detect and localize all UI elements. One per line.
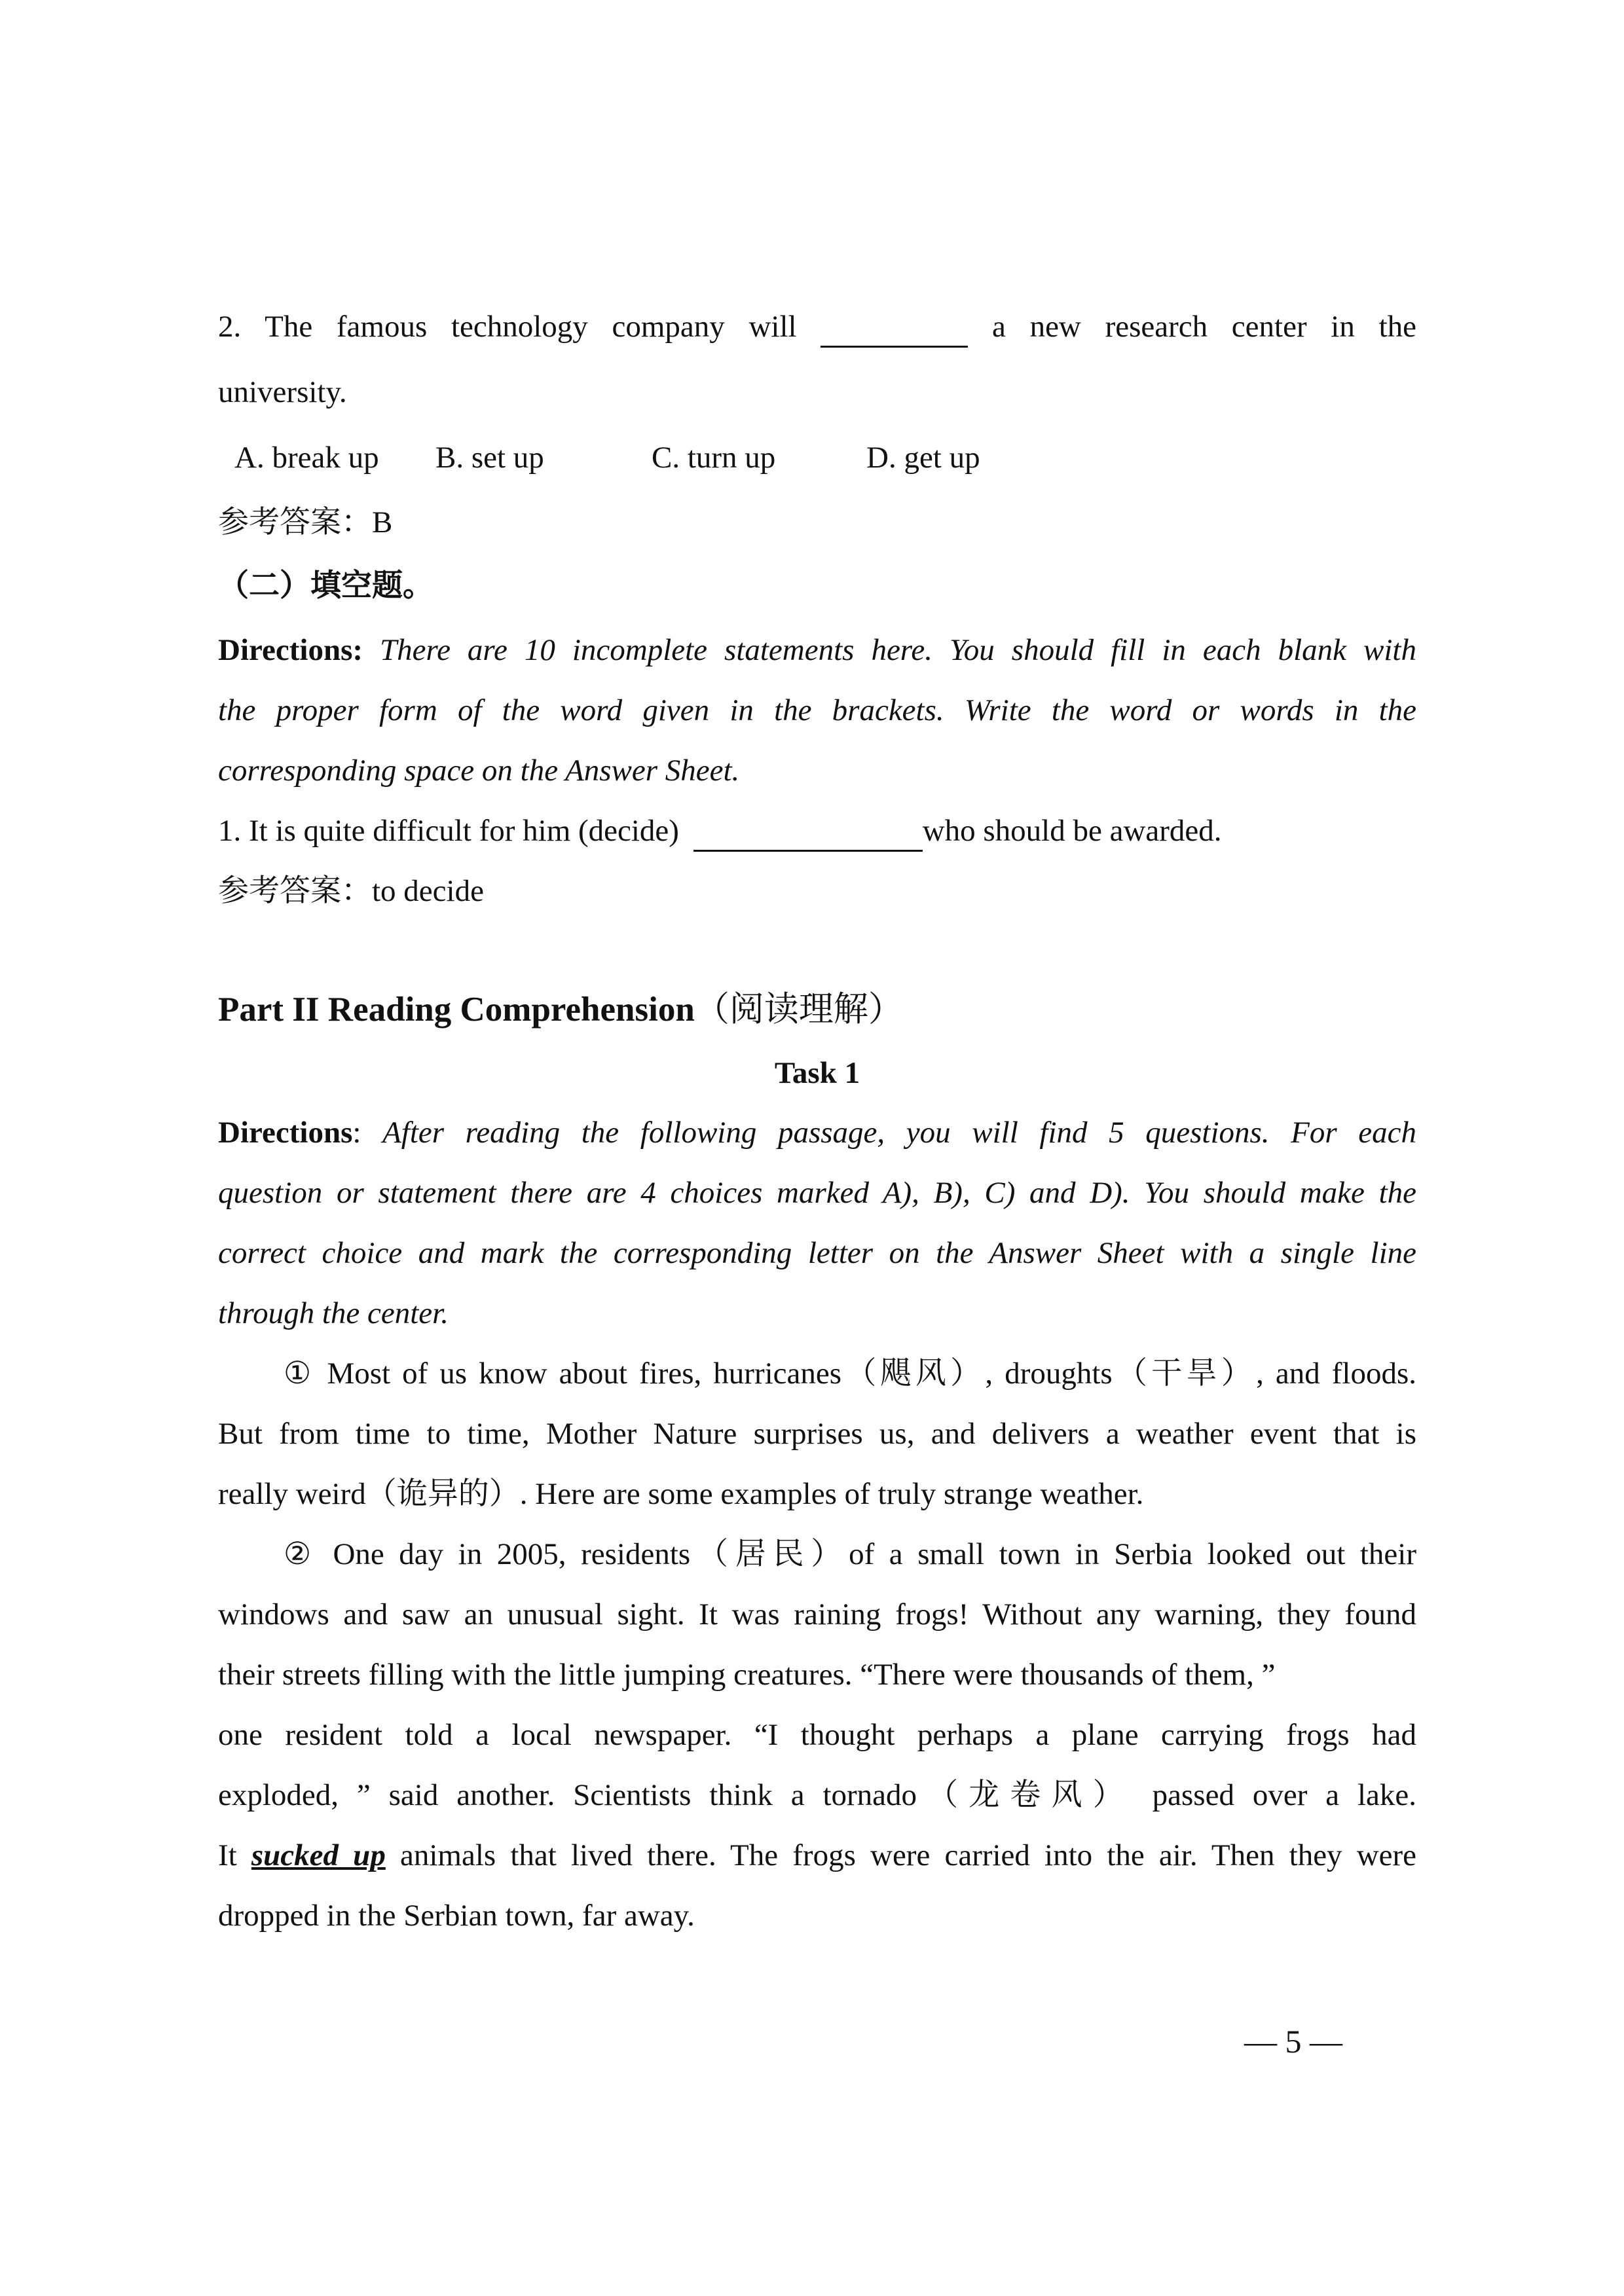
paragraph-2-line6 [218,1836,1416,1874]
fill-question-text: 1. It is quite difficult for him (decide) [218,814,679,848]
question-2-answer: 参考答案：B [218,505,393,539]
underlined-phrase: sucked up [251,1838,386,1872]
page-number: — 5 — [1244,2023,1342,2060]
reading-directions-line2: question or statement there are 4 choices marked A), B), C) and D). You should make the [218,1176,1416,1210]
question-text-part2: a new research center in the [992,310,1416,344]
paragraph-1-line1: ① Most of us know about fires, hurricanes（飓风）, droughts（干旱）, and floods. [284,1357,1416,1391]
reading-directions-line3: correct choice and mark the corresponding letter on the Answer Sheet with a single line [218,1236,1416,1270]
directions-label: Directions: [218,633,363,667]
paragraph-2-line1: ② One day in 2005, residents（居民）of a small town in Serbia looked out their [284,1537,1416,1571]
paragraph-1-line3: really weird（诡异的）. Here are some examples of truly strange weather. [218,1477,1144,1511]
question-2-line1 [218,308,1416,348]
fill-directions-line1 [218,631,1416,669]
task-title: Task 1 [774,1056,860,1090]
paragraph-2-line2: windows and saw an unusual sight. It was raining frogs! Without any warning, they found [218,1597,1416,1631]
paragraph-2-line3: their streets filling with the little jumping creatures. “There were thousands of them, ” [218,1658,1276,1692]
question-text-part1: The famous technology company will [265,310,797,344]
question-2-line2: university. [218,375,347,409]
reading-directions-line1 [218,1114,1416,1152]
option-d: D. get up [866,441,980,475]
part-heading-text: Part II Reading Comprehension [218,991,695,1029]
paragraph-2-line7: dropped in the Serbian town, far away. [218,1899,695,1933]
fill-question-1 [218,812,1416,852]
question-number: 2. [218,310,242,344]
reading-directions-line4: through the center. [218,1296,449,1330]
fill-directions-line2: the proper form of the word given in the brackets. Write the word or words in the [218,693,1416,727]
paragraph-1-line2: But from time to time, Mother Nature surprises us, and delivers a weather event that is [218,1417,1416,1451]
option-b: B. set up [435,441,544,475]
fill-directions-line3: corresponding space on the Answer Sheet. [218,754,740,788]
question-2-options [218,439,1416,477]
line-text: It [218,1838,237,1872]
fill-answer: 参考答案：to decide [218,874,484,908]
option-c: C. turn up [652,441,776,475]
directions-text: After reading the following passage, you will find 5 questions. For each [382,1116,1417,1150]
part-heading [218,989,1416,1030]
section-heading: （二）填空题。 [218,569,434,603]
answer-blank [821,308,968,348]
part-heading-cn: （阅读理解） [694,991,903,1029]
paragraph-2-line5: exploded, ” said another. Scientists think a tornado（龙卷风） passed over a lake. [218,1778,1416,1812]
directions-colon: : [352,1116,361,1150]
option-a: A. break up [234,441,379,475]
paragraph-2-line4: one resident told a local newspaper. “I thought perhaps a plane carrying frogs had [218,1718,1416,1752]
answer-blank [693,812,923,852]
fill-question-text-after: who should be awarded. [922,814,1222,848]
directions-text: There are 10 incomplete statements here. You should fill in each blank with [380,633,1416,667]
directions-label: Directions [218,1116,353,1150]
line-text: animals that lived there. The frogs were carried into the air. Then they were [399,1838,1417,1872]
